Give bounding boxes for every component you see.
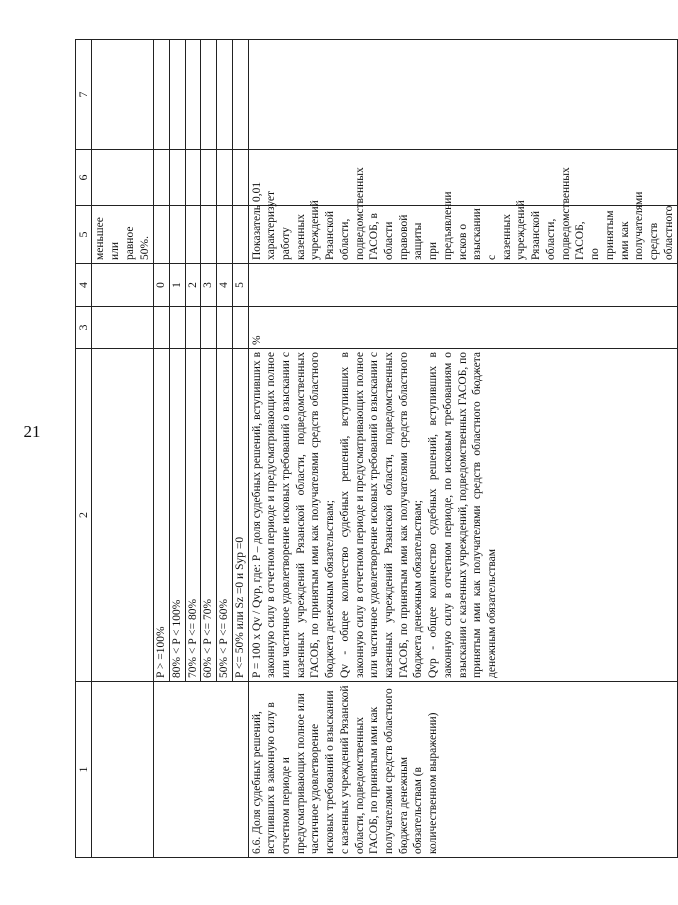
score-value: 1	[169, 264, 185, 307]
indicator-qv-definition: Qv - общее количество судебных решений, вступивших в законную силу в отчетном периоде и предусматривающих полное или частичное удовлетворение исковых требований о взыскании с казенных учреждений Рязанской области, подведомственных ГАСОБ, по принятым ими как получателями средств областного бюджета денежным обязательствам;	[338, 352, 425, 678]
continuation-cell-3	[92, 307, 154, 349]
continuation-cell-7	[92, 40, 154, 150]
score-cell-6	[201, 150, 217, 206]
header-cell-1: 1	[76, 682, 92, 858]
score-condition: P <= 50% или Sz =0 и Syp =0	[232, 349, 248, 682]
score-cell-7	[201, 40, 217, 150]
score-cell-7	[232, 40, 248, 150]
score-cell-5	[217, 206, 233, 264]
header-cell-7: 7	[76, 40, 92, 150]
score-cell-7	[217, 40, 233, 150]
score-cell-6	[185, 150, 201, 206]
score-condition: P > =100%	[154, 349, 170, 682]
indicator-row	[248, 40, 678, 858]
score-cell-7	[169, 40, 185, 150]
header-cell-6: 6	[76, 150, 92, 206]
continuation-row	[92, 40, 154, 858]
score-unit-cell	[232, 307, 248, 349]
score-value: 2	[185, 264, 201, 307]
score-condition: 50% < P <= 60%	[217, 349, 233, 682]
score-value: 3	[201, 264, 217, 307]
indicator-name: 6.6. Доля судебных решений, вступивших в законную силу в отчетном периоде и предусматривающих полное или частичное удовлетворение исковых требований о взыскании с казенных учреждений Рязанской области, подведомственных ГАСОБ, по принятым ими как получателями средств областного бюджета денежным обязательствам (в количественном выражении)	[248, 682, 678, 858]
score-cell-6	[232, 150, 248, 206]
rotated-table-sheet	[75, 40, 675, 858]
score-cell-6	[154, 150, 170, 206]
continuation-cell-1	[92, 682, 154, 858]
indicator-table	[75, 39, 678, 858]
header-row	[76, 40, 92, 858]
indicator-description: Показатель характеризует работу казенных учреждений Рязанской области, подведомственных ГАСОБ, в области правовой защиты при предъявлении исков о взыскании с казенных учреждений Рязанской области, подведомственных ГАСОБ, по принятым ими как получателями средств областного	[248, 206, 678, 264]
page-number: 21	[23, 422, 41, 441]
header-cell-2: 2	[76, 349, 92, 682]
indicator-qvp-definition: Qvp - общее количество судебных решений, вступивших в законную силу в отчетном периоде, по исковым требованиям о взыскании с казенных учреждений, подведомственных ГАСОБ, по принятым ими как получателями средств областного бюджета денежным обязательствам	[427, 352, 499, 678]
score-cell-7	[154, 40, 170, 150]
continuation-cell-5: меньшее или равное 50%.	[92, 206, 154, 264]
score-unit-cell	[185, 307, 201, 349]
score-condition: 60% < P <= 70%	[201, 349, 217, 682]
score-cell-5	[154, 206, 170, 264]
indicator-cell-4	[248, 264, 678, 307]
score-cell-7	[185, 40, 201, 150]
score-value: 5	[232, 264, 248, 307]
score-unit-cell	[217, 307, 233, 349]
continuation-cell-4	[92, 264, 154, 307]
indicator-cell-7	[248, 40, 678, 150]
score-cell-5	[232, 206, 248, 264]
continuation-cell-6	[92, 150, 154, 206]
score-value: 0	[154, 264, 170, 307]
score-value: 4	[217, 264, 233, 307]
header-cell-5: 5	[76, 206, 92, 264]
score-cell-5	[185, 206, 201, 264]
indicator-formula: P = 100 x Qv / Qvp, где: P – доля судебных решений, вступивших в законную силу в отчетном периоде и предусматривающих полное или частичное удовлетворение исковых требований о взыскании с казенных учреждений Рязанской области, подведомственных ГАСОБ, по принятым ими как получателями средств областного бюджета денежным обязательствам;	[250, 352, 337, 678]
score-row	[154, 40, 170, 858]
score-blank-cell	[154, 682, 248, 858]
header-cell-4: 4	[76, 264, 92, 307]
continuation-cell-2	[92, 349, 154, 682]
score-unit-cell	[169, 307, 185, 349]
indicator-formula-cell	[248, 349, 678, 682]
score-cell-5	[201, 206, 217, 264]
score-unit-cell	[201, 307, 217, 349]
score-unit-cell	[154, 307, 170, 349]
score-cell-5	[169, 206, 185, 264]
score-condition: 70% < P <= 80%	[185, 349, 201, 682]
indicator-unit: %	[248, 307, 678, 349]
header-cell-3: 3	[76, 307, 92, 349]
score-cell-6	[169, 150, 185, 206]
score-cell-6	[217, 150, 233, 206]
score-condition: 80% < P < 100%	[169, 349, 185, 682]
indicator-weight: 0,01	[248, 150, 678, 206]
